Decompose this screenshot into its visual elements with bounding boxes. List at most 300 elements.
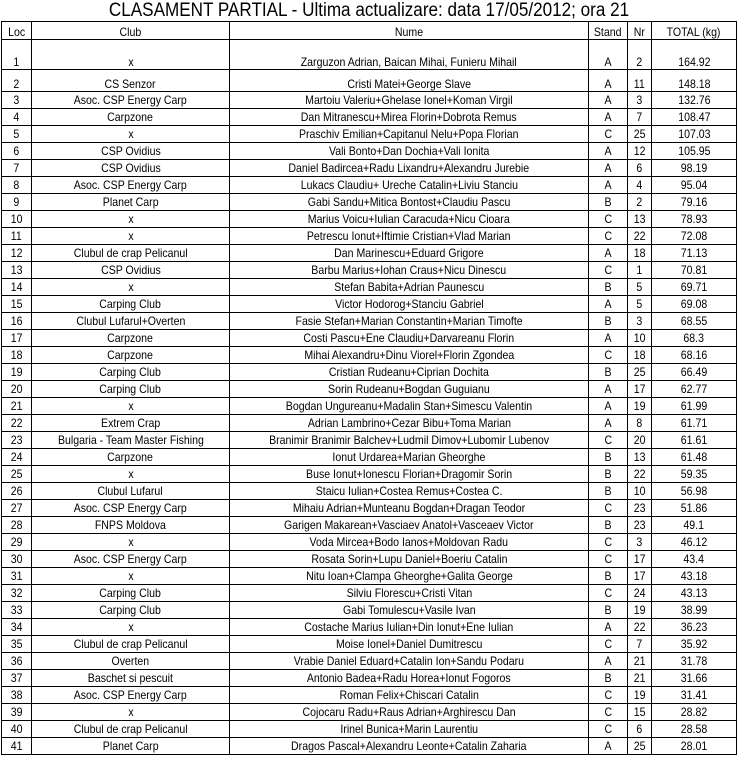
cell-nr [628,364,652,381]
loc-text: 7 [13,161,20,175]
cell-club [32,347,230,364]
nr-text: 1 [636,263,643,277]
nume-text: Ionut Urdarea+Marian Gheorghe [332,450,486,464]
loc-text: 22 [10,416,23,430]
nr-text: 10 [633,484,646,498]
stand-text: C [604,722,612,736]
nr-text: 4 [636,178,643,192]
cell-loc [2,364,32,381]
cell-club [32,143,230,160]
nume-text: Gabi Tomulescu+Vasile Ivan [342,603,476,617]
cell-stand [589,296,628,313]
cell-nr [628,653,652,670]
table-row [2,398,737,415]
cell-club [32,619,230,636]
club-text: Clubul de crap Pelicanul [73,637,188,651]
cell-nr [628,228,652,245]
total-text: 59.35 [680,467,708,481]
table-row [2,585,737,602]
loc-text: 39 [10,705,23,719]
club-text: FNPS Moldova [94,518,167,532]
cell-stand [589,551,628,568]
cell-club [32,432,230,449]
loc-text: 37 [10,671,23,685]
nume-text: Staicu Iulian+Costea Remus+Costea C. [315,484,503,498]
table-row [2,296,737,313]
cell-nr [628,313,652,330]
cell-total [652,143,737,160]
cell-stand [589,500,628,517]
loc-text: 14 [10,280,23,294]
cell-nume [230,721,589,738]
cell-nr [628,585,652,602]
loc-text: 1 [13,55,20,69]
cell-nume [230,517,589,534]
cell-stand [589,466,628,483]
cell-club [32,398,230,415]
stand-text: B [604,603,612,617]
cell-club [32,415,230,432]
loc-text: 30 [10,552,23,566]
cell-stand [589,534,628,551]
cell-stand [589,483,628,500]
cell-club [32,483,230,500]
total-text: 28.01 [680,739,708,753]
header-total-text: TOTAL (kg) [667,25,721,39]
nr-text: 25 [633,127,646,141]
table-row [2,194,737,211]
nr-text: 23 [633,501,646,515]
cell-nume [230,70,589,92]
total-text: 62.77 [680,382,708,396]
cell-loc [2,211,32,228]
cell-nr [628,415,652,432]
cell-nume [230,330,589,347]
cell-nume [230,313,589,330]
cell-club [32,109,230,126]
stand-text: C [604,501,612,515]
total-text: 43.18 [680,569,708,583]
table-row [2,636,737,653]
nr-text: 13 [633,212,646,226]
cell-total [652,347,737,364]
stand-text: C [604,552,612,566]
loc-text: 21 [10,399,23,413]
table-row [2,551,737,568]
cell-stand [589,449,628,466]
cell-club [32,160,230,177]
stand-text: C [604,212,612,226]
cell-club [32,738,230,755]
cell-club [32,585,230,602]
nr-text: 12 [633,144,646,158]
table-row [2,517,737,534]
table-row [2,500,737,517]
cell-stand [589,619,628,636]
nr-text: 25 [633,739,646,753]
cell-loc [2,296,32,313]
cell-club [32,313,230,330]
total-text: 56.98 [680,484,708,498]
cell-club [32,704,230,721]
cell-loc [2,500,32,517]
stand-text: B [604,314,612,328]
nume-text: Vali Bonto+Dan Dochia+Vali Ionita [328,144,490,158]
cell-total [652,704,737,721]
stand-text: A [604,331,612,345]
nume-text: Petrescu Ionut+Iftimie Cristian+Vlad Marian [307,229,511,243]
cell-stand [589,194,628,211]
cell-total [652,415,737,432]
table-row [2,568,737,585]
loc-text: 23 [10,433,23,447]
cell-total [652,721,737,738]
stand-text: B [604,195,612,209]
total-text: 46.12 [680,535,708,549]
cell-nume [230,432,589,449]
cell-total [652,432,737,449]
total-text: 51.86 [680,501,708,515]
cell-nr [628,517,652,534]
cell-nume [230,704,589,721]
cell-nr [628,92,652,109]
cell-stand [589,109,628,126]
total-text: 49.1 [683,518,705,532]
club-text: x [127,127,134,141]
stand-text: A [604,161,612,175]
nume-text: Stefan Babita+Adrian Paunescu [333,280,485,294]
cell-total [652,279,737,296]
loc-text: 11 [11,229,22,243]
cell-stand [589,738,628,755]
stand-text: B [604,467,612,481]
stand-text: B [604,518,612,532]
cell-nr [628,262,652,279]
total-text: 69.08 [680,297,708,311]
nume-text: Roman Felix+Chiscari Catalin [339,688,479,702]
stand-text: B [604,450,612,464]
header-loc-text: Loc [7,25,26,39]
nr-text: 5 [636,280,643,294]
nume-text: Antonio Badea+Radu Horea+Ionut Fogoros [307,671,511,685]
nume-text: Irinel Bunica+Marin Laurentiu [340,722,478,736]
table-row [2,721,737,738]
club-text: Asoc. CSP Energy Carp [73,93,188,107]
loc-text: 36 [10,654,23,668]
nr-text: 21 [633,671,646,685]
cell-nume [230,449,589,466]
club-text: x [127,280,134,294]
club-text: Carpzone [107,110,154,124]
nume-text: Praschiv Emilian+Capitanul Nelu+Popa Florian [299,127,519,141]
table-row [2,313,737,330]
cell-stand [589,721,628,738]
stand-text: A [604,93,612,107]
nume-text: Vrabie Daniel Eduard+Catalin Ion+Sandu Podaru [293,654,525,668]
table-row [2,126,737,143]
nume-text: Mihaiu Adrian+Munteanu Bogdan+Dragan Teodor [292,501,526,515]
nr-text: 7 [636,637,643,651]
nr-text: 8 [636,416,643,430]
cell-loc [2,330,32,347]
nr-text: 24 [633,586,646,600]
loc-text: 19 [10,365,23,379]
club-text: Carping Club [99,382,162,396]
nume-text: Marius Voicu+Iulian Caracuda+Nicu Cioara [308,212,510,226]
table-row [2,619,737,636]
cell-stand [589,568,628,585]
club-text: Carping Club [99,365,162,379]
cell-total [652,262,737,279]
nume-text: Cristi Matei+George Slave [347,77,471,91]
nume-text: Cojocaru Radu+Raus Adrian+Arghirescu Dan [302,705,516,719]
cell-loc [2,466,32,483]
table-row [2,653,737,670]
cell-loc [2,432,32,449]
cell-total [652,194,737,211]
total-text: 61.99 [680,399,708,413]
nr-text: 3 [636,93,643,107]
cell-stand [589,636,628,653]
total-text: 38.99 [680,603,708,617]
nr-text: 11 [634,77,645,91]
cell-total [652,585,737,602]
cell-club [32,245,230,262]
cell-total [652,517,737,534]
cell-nr [628,211,652,228]
stand-text: A [604,55,612,69]
cell-nume [230,466,589,483]
loc-text: 35 [10,637,23,651]
cell-nume [230,670,589,687]
stand-text: C [604,433,612,447]
total-text: 164.92 [677,55,711,69]
cell-stand [589,245,628,262]
header-nume [230,22,589,40]
cell-total [652,602,737,619]
cell-total [652,109,737,126]
nume-text: Bogdan Ungureanu+Madalin Stan+Simescu Valentin [285,399,533,413]
nume-text: Martoiu Valeriu+Ghelase Ionel+Koman Virgil [305,93,513,107]
nume-text: Daniel Badircea+Radu Lixandru+Alexandru Jurebie [288,161,530,175]
header-total [652,22,737,40]
nr-text: 22 [633,620,646,634]
cell-total [652,364,737,381]
loc-text: 29 [10,535,23,549]
total-text: 69.71 [680,280,708,294]
cell-stand [589,398,628,415]
cell-club [32,568,230,585]
cell-nume [230,211,589,228]
stand-text: B [604,569,612,583]
loc-text: 5 [13,127,20,141]
cell-nr [628,245,652,262]
cell-nume [230,500,589,517]
nr-text: 17 [633,569,646,583]
loc-text: 31 [10,569,23,583]
cell-nr [628,687,652,704]
cell-loc [2,92,32,109]
cell-loc [2,534,32,551]
table-row [2,109,737,126]
total-text: 68.16 [680,348,708,362]
header-stand [589,22,628,40]
cell-nume [230,177,589,194]
cell-total [652,568,737,585]
nr-text: 23 [633,518,646,532]
club-text: CS Senzor [104,77,157,91]
loc-text: 10 [10,212,23,226]
total-text: 66.49 [680,365,708,379]
club-text: x [127,212,134,226]
cell-nume [230,636,589,653]
cell-stand [589,347,628,364]
nume-text: Buse Ionut+Ionescu Florian+Dragomir Sorin [305,467,513,481]
nr-text: 20 [633,433,646,447]
cell-loc [2,398,32,415]
nr-text: 2 [636,195,643,209]
cell-total [652,228,737,245]
cell-club [32,228,230,245]
header-stand-text: Stand [594,25,622,39]
cell-nr [628,398,652,415]
total-text: 36.23 [680,620,708,634]
club-text: Bulgaria - Team Master Fishing [57,433,204,447]
table-row [2,449,737,466]
nume-text: Dragos Pascal+Alexandru Leonte+Catalin Zaharia [291,739,527,753]
header-loc [2,22,32,40]
nume-text: Rosata Sorin+Lupu Daniel+Boeriu Catalin [310,552,508,566]
cell-loc [2,313,32,330]
cell-nume [230,40,589,70]
cell-total [652,738,737,755]
cell-nr [628,40,652,70]
total-text: 35.92 [680,637,708,651]
cell-stand [589,279,628,296]
cell-stand [589,602,628,619]
cell-nr [628,568,652,585]
nume-text: Costache Marius Iulian+Din Ionut+Ene Iulian [304,620,514,634]
cell-total [652,670,737,687]
cell-club [32,636,230,653]
nr-text: 2 [636,55,643,69]
cell-nr [628,432,652,449]
loc-text: 32 [10,586,23,600]
cell-total [652,466,737,483]
stand-text: C [604,348,612,362]
nr-text: 17 [633,382,646,396]
nr-text: 25 [633,365,646,379]
stand-text: A [604,178,612,192]
nume-text: Branimir Branimir Balchev+Ludmil Dimov+Lubomir Lubenov [269,433,549,447]
stand-text: A [604,144,612,158]
stand-text: A [604,739,612,753]
cell-loc [2,381,32,398]
cell-loc [2,194,32,211]
cell-club [32,449,230,466]
cell-loc [2,415,32,432]
ranking-table [1,1,737,755]
loc-text: 12 [10,246,23,260]
cell-total [652,500,737,517]
header-row [2,22,737,40]
cell-club [32,126,230,143]
club-text: CSP Ovidius [100,161,161,175]
club-text: CSP Ovidius [100,144,161,158]
loc-text: 24 [10,450,23,464]
header-club-text: Club [119,25,142,39]
club-text: Clubul Lufarul [97,484,164,498]
cell-club [32,40,230,70]
cell-stand [589,330,628,347]
cell-nr [628,194,652,211]
cell-loc [2,585,32,602]
total-text: 107.03 [677,127,711,141]
cell-nume [230,568,589,585]
club-text: Carpzone [107,450,154,464]
stand-text: C [604,229,612,243]
cell-stand [589,687,628,704]
stand-text: A [604,246,612,260]
cell-nr [628,296,652,313]
cell-nume [230,279,589,296]
total-text: 28.58 [680,722,708,736]
nume-text: Garigen Makarean+Vasciaev Anatol+Vasceaev Victor [284,518,534,532]
total-text: 61.61 [680,433,708,447]
table-row [2,534,737,551]
club-text: Asoc. CSP Energy Carp [73,552,188,566]
table-row [2,330,737,347]
cell-club [32,177,230,194]
stand-text: C [604,637,612,651]
stand-text: A [604,382,612,396]
cell-nume [230,126,589,143]
club-text: Baschet si pescuit [87,671,174,685]
cell-loc [2,347,32,364]
cell-loc [2,653,32,670]
cell-nr [628,143,652,160]
cell-loc [2,483,32,500]
cell-nume [230,534,589,551]
header-nr-text: Nr [633,25,646,39]
cell-nr [628,704,652,721]
total-text: 78.93 [680,212,708,226]
cell-total [652,70,737,92]
stand-text: C [604,586,612,600]
cell-stand [589,704,628,721]
stand-text: A [604,110,612,124]
stand-text: B [604,671,612,685]
stand-text: C [604,127,612,141]
cell-loc [2,568,32,585]
nume-text: Silviu Florescu+Cristi Vitan [346,586,472,600]
cell-stand [589,585,628,602]
loc-text: 33 [10,603,23,617]
header-nume-text: Nume [394,25,424,39]
cell-total [652,92,737,109]
cell-nr [628,279,652,296]
loc-text: 13 [10,263,23,277]
table-row [2,160,737,177]
loc-text: 16 [10,314,23,328]
title-row [2,1,737,22]
cell-loc [2,551,32,568]
cell-total [652,483,737,500]
table-row [2,483,737,500]
loc-text: 2 [13,77,20,91]
nume-text: Zarguzon Adrian, Baican Mihai, Funieru Mihail [300,55,518,69]
cell-nume [230,364,589,381]
